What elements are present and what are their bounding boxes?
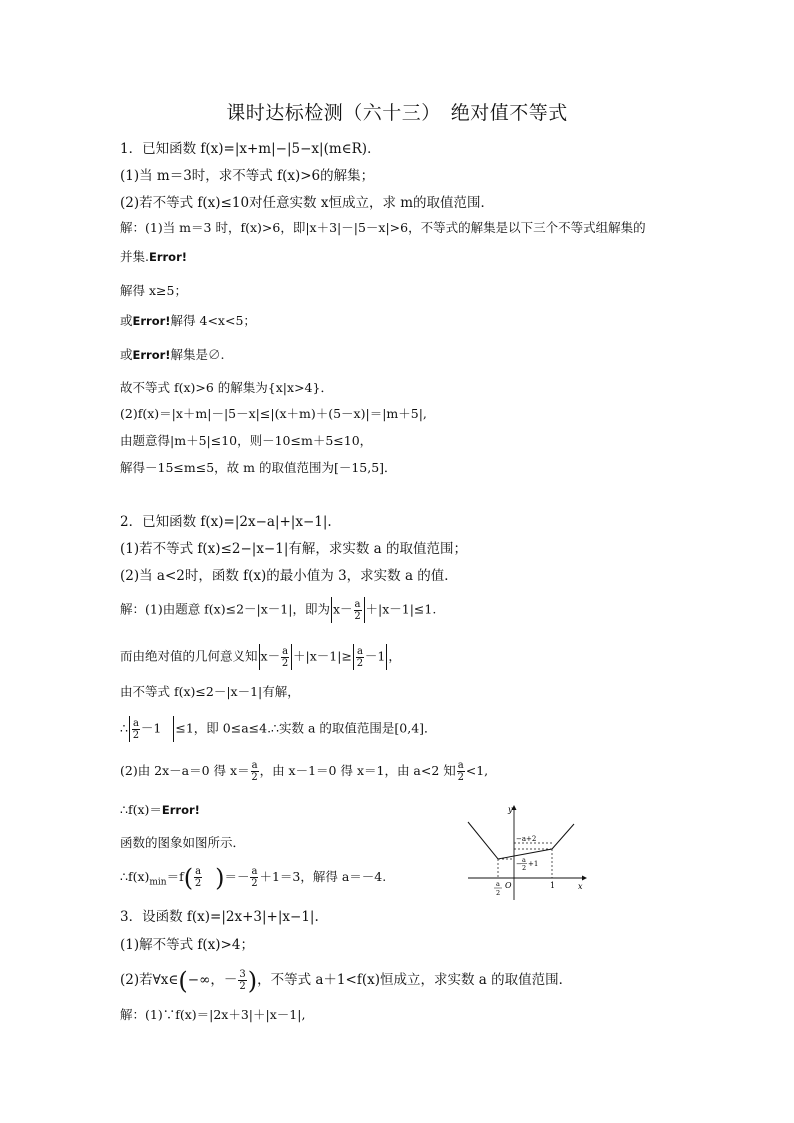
paren: ) [247,966,258,995]
paren: ) [215,863,225,892]
q1-solution-line5 [120,345,225,363]
text-span: x－ [332,601,353,617]
label-mid-den: 2 [522,864,527,872]
q1-part1: (1)当 m＝3时，求不等式 f(x)>6的解集； [120,168,375,184]
subscript: min [149,877,167,888]
fraction: $\frac{a}{2}$ [251,760,258,783]
q1-solution-line1: 解：(1)当 m＝3 时，f(x)>6，即|x＋3|－|5－x|>6，不等式的解集是以下三个不等式组解集的 [120,220,646,235]
q1-solution-line3: 解得 x≥5； [120,283,187,298]
fraction: $\frac{3}{2}$ [239,969,246,992]
tick-left-num: a [496,880,500,888]
abs-bar [331,597,332,623]
label-neg-a-plus-2: −a+2 [516,835,537,843]
text-span: x－ [260,648,281,664]
tick-left-den: 2 [496,889,501,897]
q1-solution-line9: 解得－15≤m≤5，故 m 的取值范围为[－15,5]． [120,460,397,475]
text-span: 而由绝对值的几何意义知 [120,648,258,664]
fraction: $\frac{a}{2}$ [194,866,202,889]
q1-stem: 1．已知函数 f(x)=|x+m|−|5−x|(m∈R)． [120,141,381,157]
abs-bar [291,644,292,670]
q3-solution-line1: 解：(1)∵f(x)＝|2x＋3|＋|x－1|, [120,1007,306,1022]
label-mid-post: +1 [528,860,539,868]
text-span: 解：(1)由题意 f(x)≤2－|x－1|，即为 [120,601,330,617]
abs-bar [364,597,365,623]
text-span: ＋|x－1|≥ [293,648,352,664]
text-span: ∴ [120,720,128,736]
text-span: ＝－ [224,869,250,884]
q1-solution-line2 [120,247,187,265]
text-span: ， [388,648,401,664]
q3-part2 [120,966,573,995]
text-span: －1 [140,720,162,736]
text-span: ∴f(x) [120,869,150,884]
paren: ( [183,863,194,892]
x-axis-arrow [582,876,587,881]
q2-solution-line4 [120,716,437,742]
q2-solution-line8 [120,863,387,892]
label-mid-num: a [522,856,526,864]
text-span: －1 [364,648,386,664]
q1-part2: (2)若不等式 f(x)≤10对任意实数 x恒成立，求 m的取值范围． [120,195,495,211]
error-placeholder: Error! [132,314,171,328]
text-span: 并集. [120,249,149,264]
text-span: 或 [120,313,133,328]
abs-bar [129,716,130,742]
q1-solution-line8: 由题意得|m＋5|≤10，则－10≤m＋5≤10， [120,433,373,448]
q2-solution-line3: 由不等式 f(x)≤2－|x－1|有解， [120,684,300,699]
text-span: 解集是∅. [170,347,225,362]
q2-solution-line2 [120,644,401,670]
q2-part2: (2)当 a<2时，函数 f(x)的最小值为 3，求实数 a 的值． [120,568,458,584]
paren: ( [178,966,188,995]
q2-solution-line7: 函数的图象如图所示． [120,835,246,850]
q2-solution-line6 [120,800,200,818]
x-axis-label: x [578,882,583,891]
q2-stem: 2．已知函数 f(x)=|2x−a|+|x−1|. [120,514,332,530]
q2-part1: (1)若不等式 f(x)≤2−|x−1|有解，求实数 a 的取值范围； [120,541,468,557]
fraction: $\frac{a}{2}$ [356,645,364,669]
fraction: $\frac{a}{2}$ [354,598,361,622]
text-span: ≤1，即 0≤a≤4.∴实数 a 的取值范围是[0,4]． [175,720,437,736]
y-axis-label: y [508,805,513,814]
q1-solution-line7: (2)f(x)＝|x＋m|－|5－x|≤|(x＋m)＋(5－x)|＝|m＋5|, [120,406,427,421]
text-span: (2)由 2x－a＝0 得 x＝ [120,763,250,778]
text-span: −∞，－ [187,972,238,988]
error-placeholder: Error! [161,803,200,817]
q2-solution-line1 [120,597,436,623]
label-minus-sign: − [516,860,522,868]
tick-right-label: 1 [550,881,556,890]
origin-label: O [505,881,512,890]
function-graph [462,802,588,902]
text-span: 或 [120,347,133,362]
abs-bar [353,644,354,670]
q1-solution-line4 [120,311,256,329]
text-span: ，由 x－1＝0 得 x＝1，由 a<2 知 [259,763,456,778]
text-span: ＋|x－1|≤1. [365,601,437,617]
q3-stem: 3．设函数 f(x)=|2x+3|+|x−1|. [120,909,319,925]
error-placeholder: Error! [132,348,171,362]
text-span: ＝f [166,869,184,884]
text-span: 解得 4<x<5； [170,313,256,328]
q3-part1: (1)解不等式 f(x)>4； [120,937,254,953]
fraction: $\frac{a}{2}$ [281,645,289,669]
q1-solution-line6: 故不等式 f(x)>6 的解集为{x|x>4}． [120,380,333,395]
error-placeholder: Error! [148,250,187,264]
text-span: ∴f(x)＝ [120,802,162,817]
fraction: $\frac{a}{2}$ [457,760,464,783]
q2-solution-line5 [120,760,488,783]
text-span: (2)若∀x∈ [120,972,179,988]
text-span: <1, [465,763,489,778]
abs-bar [259,644,260,670]
page-title: 课时达标检测（六十三） 绝对值不等式 [226,102,568,124]
text-span: ，不等式 a＋1<f(x)恒成立，求实数 a 的取值范围． [257,972,573,988]
text-span: ＋1＝3，解得 a＝－4. [259,869,387,884]
fraction: $\frac{a}{2}$ [132,717,140,741]
fraction: $\frac{a}{2}$ [251,866,258,889]
